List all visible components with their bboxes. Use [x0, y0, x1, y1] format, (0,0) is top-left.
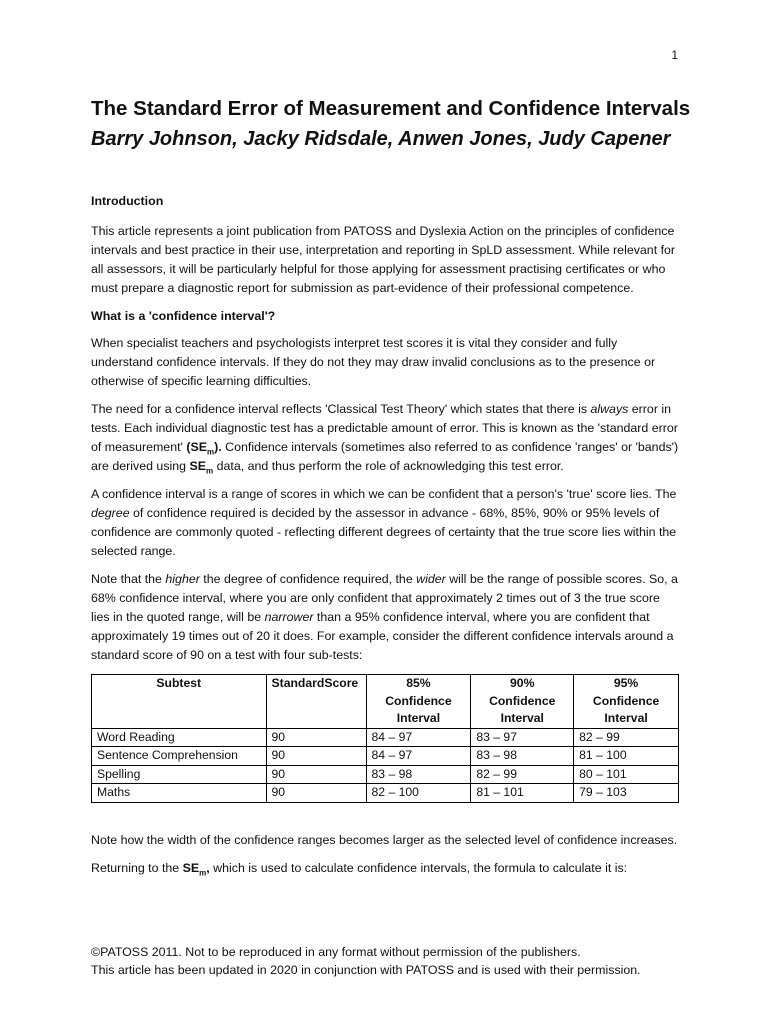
emphasis-higher: higher	[165, 572, 200, 586]
table-row	[92, 728, 679, 747]
header-90-ci	[471, 675, 574, 729]
header-line: 95%	[613, 676, 639, 690]
header-85-ci	[366, 675, 471, 729]
text-run: Returning to the	[91, 860, 183, 875]
header-line: StandardScore	[271, 676, 359, 690]
header-line: Interval	[500, 711, 544, 725]
paragraph-1: When specialist teachers and psychologists interpret test scores it is vital they consider and fully understand confidence intervals. If they do not they may draw invalid conclusions as to the presence or otherwise of specific learning difficulties.	[91, 336, 656, 388]
cell-85-ci: 82 – 100	[366, 784, 471, 803]
cell-85-ci: 84 – 97	[366, 728, 471, 747]
table-row	[92, 784, 679, 803]
document-authors: Barry Johnson, Jacky Ridsdale, Anwen Jones, Judy Capener	[91, 128, 671, 150]
cell-subtest: Sentence Comprehension	[92, 747, 267, 766]
sem-term	[186, 440, 222, 457]
header-line: Interval	[396, 711, 441, 725]
text-run: than a 95% confidence interval, where you are confident that approximately 19 times out of 20 it does. For example, consider the different confidence intervals around a standard score of 90 on a test with four sub-tests:	[91, 610, 674, 662]
footer-line-update: This article has been updated in 2020 in conjunction with PATOSS and is used with their permission.	[91, 963, 641, 977]
cell-95-ci: 80 – 101	[574, 765, 679, 784]
paragraph-2	[91, 400, 679, 476]
sem-subscript: m	[207, 447, 215, 457]
header-line: 85%	[406, 676, 431, 690]
sem-term	[189, 459, 214, 476]
sem-text: SE	[182, 860, 200, 875]
header-subtest	[92, 675, 267, 729]
cell-standard-score: 90	[266, 765, 366, 784]
sem-text: SE	[189, 459, 207, 473]
footer-line-copyright: ©PATOSS 2011. Not to be reproduced in any format without permission of the publishers.	[91, 945, 581, 959]
cell-subtest: Maths	[92, 784, 267, 803]
introduction-heading: Introduction	[91, 194, 164, 208]
after-table-paragraph: Note how the width of the confidence ranges becomes larger as the selected level of confidence increases.	[91, 832, 678, 847]
cell-85-ci: 83 – 98	[366, 765, 471, 784]
formula-intro-paragraph	[91, 859, 679, 878]
header-line: Interval	[604, 711, 648, 725]
section-heading: What is a 'confidence interval'?	[91, 309, 276, 323]
header-95-ci	[574, 675, 679, 729]
copyright-footer	[91, 943, 641, 979]
emphasis-always: always	[590, 402, 629, 416]
sem-subscript: m	[199, 867, 207, 877]
text-run: of confidence required is decided by the assessor in advance - 68%, 85%, 90% or 95% levels of confidence are commonly quoted - reflecting different degrees of certainty that the true score lies within the selected range.	[91, 506, 677, 558]
cell-90-ci: 83 – 98	[471, 747, 574, 766]
sem-text: (SE	[186, 440, 207, 454]
sem-close: ).	[214, 440, 222, 454]
paragraph-3	[91, 485, 679, 561]
cell-subtest: Word Reading	[92, 728, 267, 747]
text-run: which is used to calculate confidence intervals, the formula to calculate it is:	[209, 860, 628, 875]
cell-standard-score: 90	[266, 747, 366, 766]
table-header-row	[92, 675, 679, 729]
cell-standard-score: 90	[266, 728, 366, 747]
table-row	[92, 747, 679, 766]
table-spacer	[91, 813, 679, 831]
cell-standard-score: 90	[266, 784, 366, 803]
header-line: Subtest	[156, 676, 202, 690]
cell-95-ci: 82 – 99	[574, 728, 679, 747]
emphasis-wider: wider	[416, 572, 446, 586]
header-line: Confidence	[592, 693, 660, 708]
cell-95-ci: 79 – 103	[574, 784, 679, 803]
confidence-interval-table	[91, 674, 679, 803]
text-run: data, and thus perform the role of acknowledging this test error.	[213, 459, 564, 473]
sem-comma: ,	[206, 860, 210, 875]
text-run: A confidence interval is a range of scores in which we can be confident that a person's 'true' score lies. The	[91, 487, 677, 501]
header-standard-score	[266, 675, 366, 729]
emphasis-degree: degree	[91, 506, 130, 520]
introduction-paragraph: This article represents a joint publication from PATOSS and Dyslexia Action on the principles of confidence intervals and best practice in their use, interpretation and reporting in SpLD assessment. While relevant for all assessors, it will be particularly helpful for those applying for assessment practising certificates or who must prepare a diagnostic report for submission as part-evidence of their professional competence.	[91, 224, 676, 295]
text-run: error in tests. Each individual diagnostic test has a predictable amount of error. This is known as the 'standard error of measurement'	[91, 402, 678, 454]
cell-85-ci: 84 – 97	[366, 747, 471, 766]
text-run: The need for a confidence interval reflects 'Classical Test Theory' which states that there is	[91, 402, 591, 416]
document-title: The Standard Error of Measurement and Confidence Intervals	[91, 97, 691, 120]
cell-95-ci: 81 – 100	[574, 747, 679, 766]
paragraph-4	[91, 570, 679, 665]
cell-90-ci: 81 – 101	[471, 784, 574, 803]
cell-subtest: Spelling	[92, 765, 267, 784]
document-body	[91, 192, 679, 887]
header-line: Confidence	[489, 693, 556, 708]
emphasis-narrower: narrower	[264, 610, 314, 624]
header-line: Confidence	[385, 693, 452, 708]
header-line: 90%	[510, 676, 535, 690]
sem-subscript: m	[206, 466, 214, 476]
text-run: Note that the	[91, 572, 166, 586]
sem-term	[183, 861, 210, 875]
table-row	[92, 765, 679, 784]
text-run: the degree of confidence required, the	[199, 572, 417, 586]
cell-90-ci: 82 – 99	[471, 765, 574, 784]
text-run: Confidence intervals (sometimes also referred to as confidence 'ranges' or 'bands') are derived using	[91, 440, 679, 473]
text-run: will be the range of possible scores. So, a 68% confidence interval, where you are only confident that approximately 2 times out of 3 the true score lies in the quoted range, will be	[91, 572, 678, 624]
page-number: 1	[671, 48, 678, 62]
cell-90-ci: 83 – 97	[471, 728, 574, 747]
